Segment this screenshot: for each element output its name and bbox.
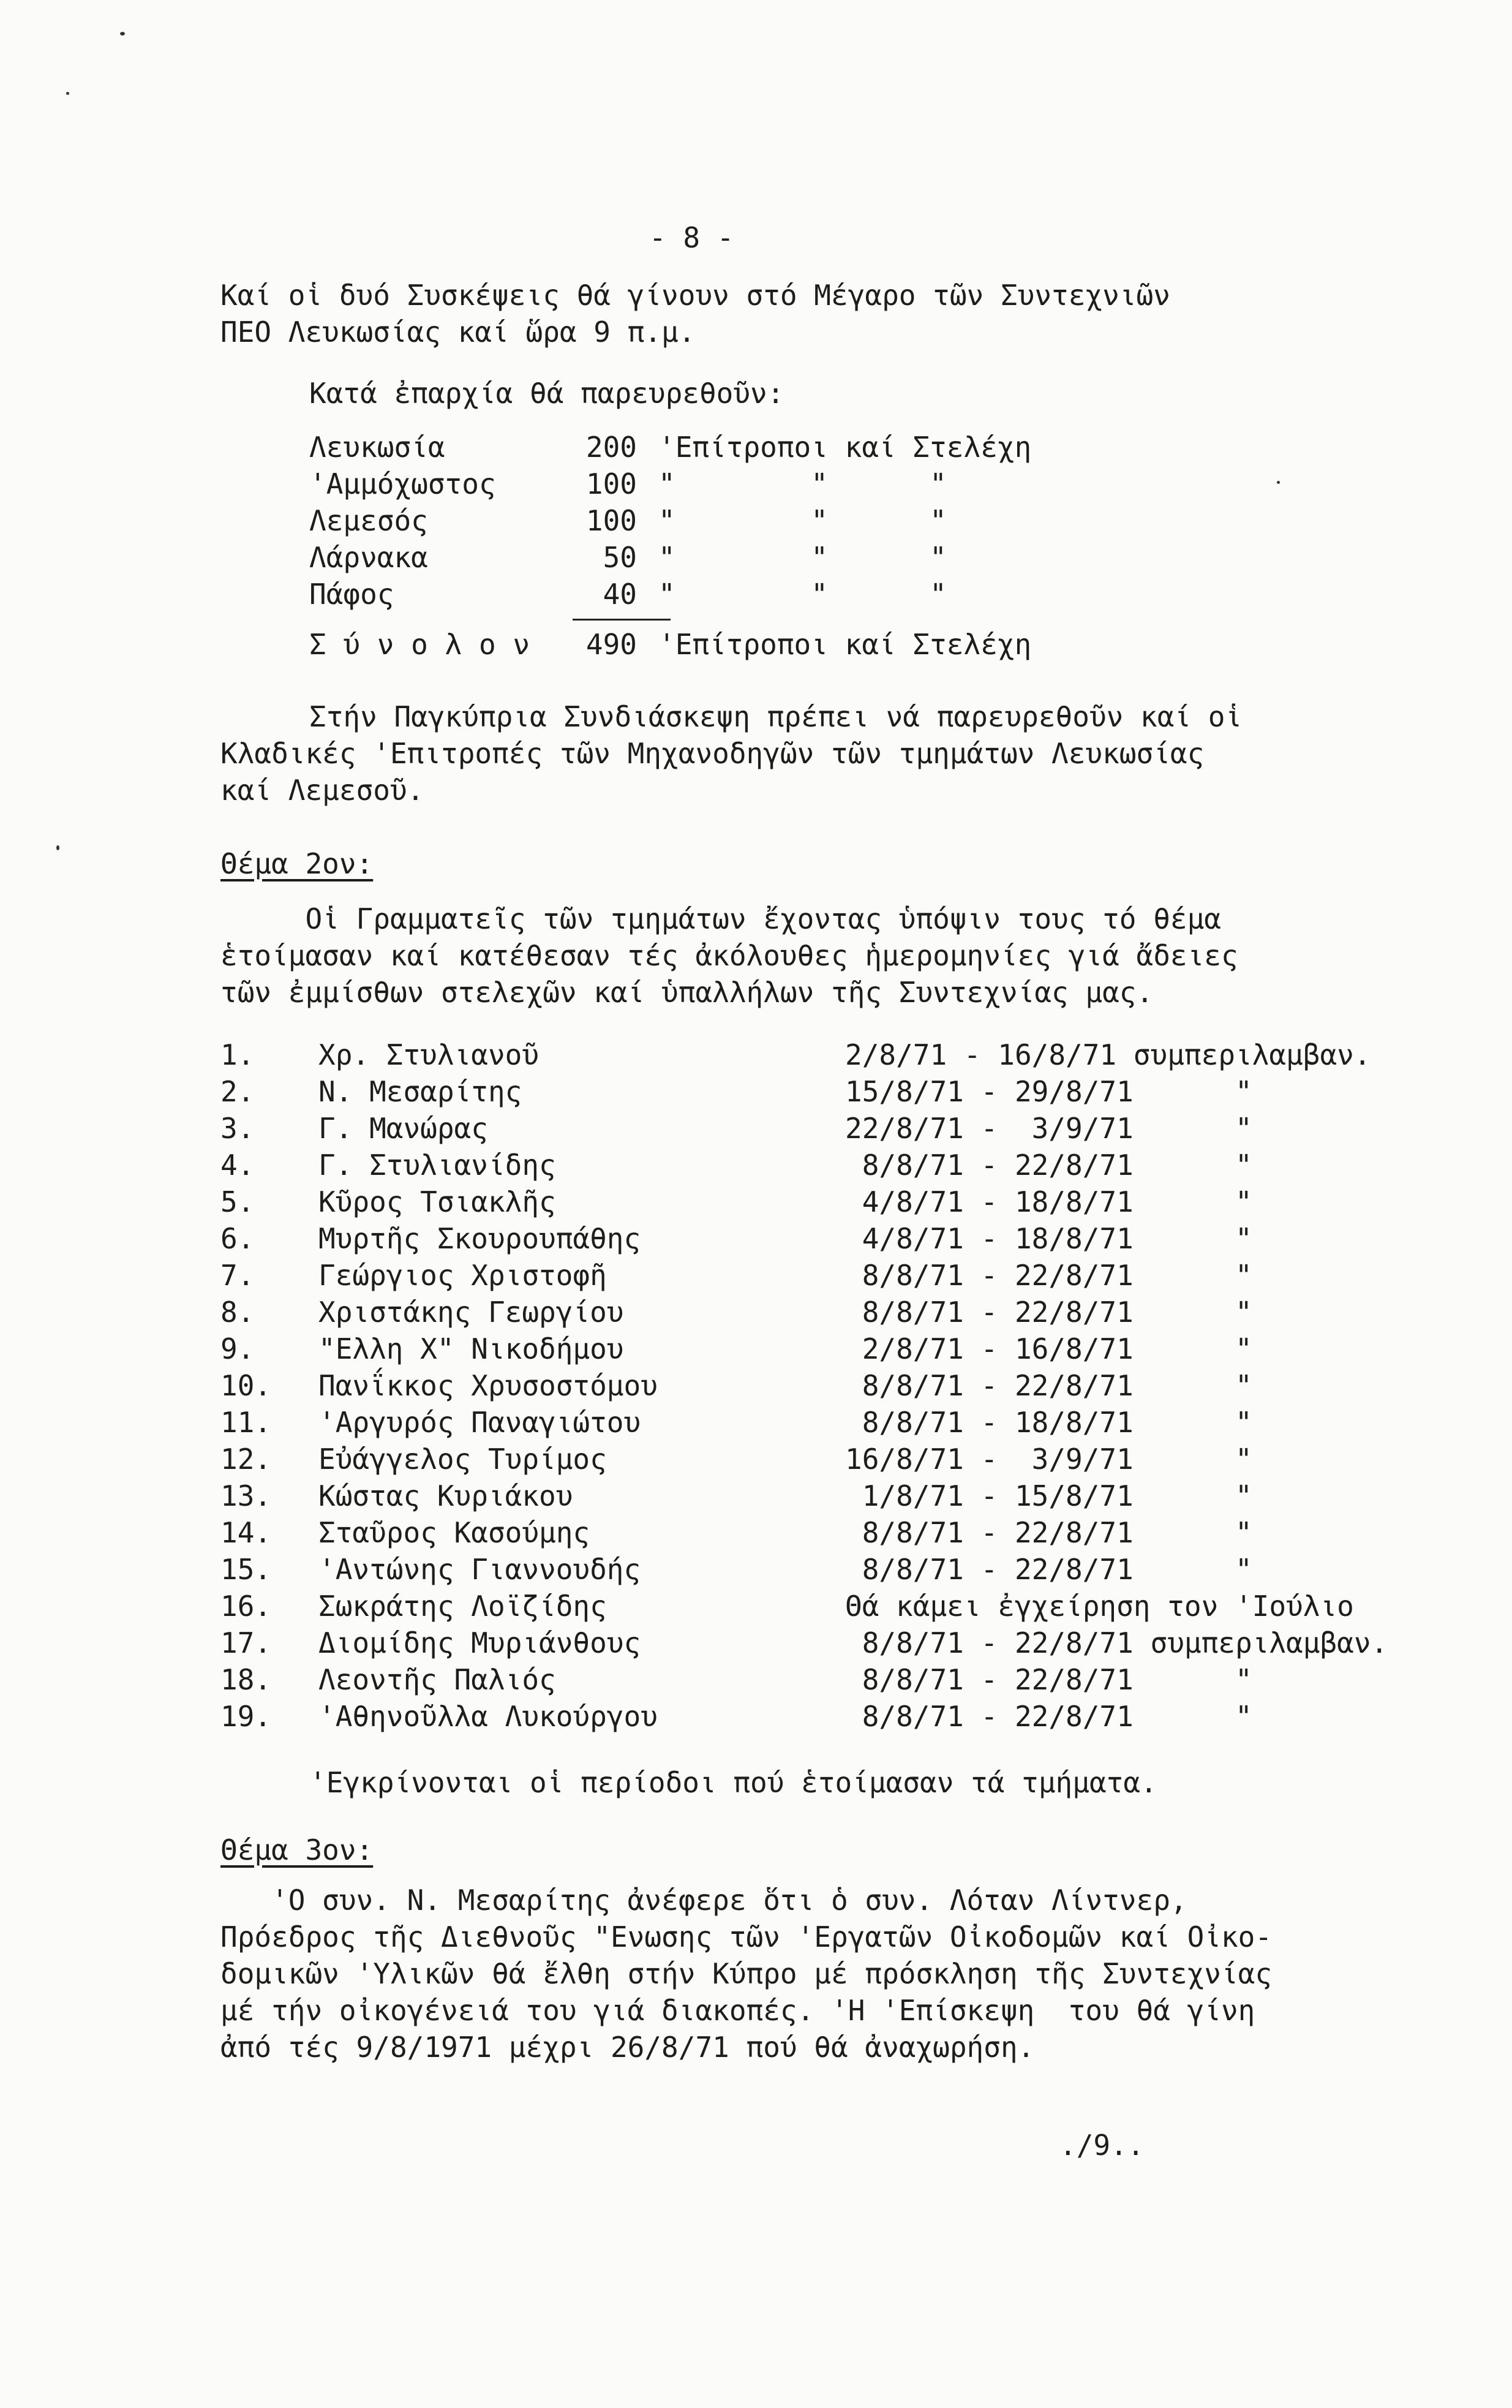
district-count: 50: [603, 541, 637, 574]
theme2-intro-line: τῶν ἐμμίσθων στελεχῶν καί ὑπαλλήλων τῆς Συντεχνίας μας.: [220, 976, 1154, 1009]
district-name: Λευκωσία: [309, 431, 445, 464]
leave-dates: 22/8/71 - 3/9/71 ": [845, 1112, 1252, 1145]
district-name: 'Αμμόχωστος: [309, 467, 496, 500]
district-role: " " ": [658, 504, 947, 537]
leave-dates: 8/8/71 - 22/8/71 ": [845, 1700, 1252, 1733]
theme3-line: 'Ο συν. Ν. Μεσαρίτης ἀνέφερε ὅτι ὁ συν. Λόταν Λίντνερ,: [220, 1884, 1187, 1917]
total-label: Σ ύ ν ο λ ο ν: [309, 628, 530, 661]
leave-dates: 8/8/71 - 22/8/71 ": [845, 1516, 1252, 1549]
leave-number: 19.: [220, 1700, 272, 1733]
leave-number: 12.: [220, 1443, 272, 1476]
leave-dates: 8/8/71 - 22/8/71 ": [845, 1553, 1252, 1586]
continuation-mark: ./9..: [1059, 2129, 1145, 2162]
leave-name: Λεοντῆς Παλιός: [318, 1663, 556, 1696]
scan-speck: [66, 92, 69, 95]
theme3-line: ἀπό τές 9/8/1971 μέχρι 26/8/71 πού θά ἀναχωρήση.: [220, 2031, 1035, 2064]
scan-speck: [120, 32, 125, 36]
leave-dates: 15/8/71 - 29/8/71 ": [845, 1075, 1252, 1108]
district-name: Λεμεσός: [309, 504, 428, 537]
district-role: " " ": [658, 467, 947, 500]
district-count: 100: [585, 467, 637, 500]
leave-dates: Θά κάμει ἐγχείρηση τον 'Ιούλιο: [845, 1590, 1354, 1623]
leave-dates: 8/8/71 - 22/8/71 ": [845, 1663, 1252, 1696]
theme2-intro-line: Οἱ Γραμματεῖς τῶν τμημάτων ἔχοντας ὑπόψιν τους τό θέμα: [220, 902, 1221, 935]
scan-speck: [1277, 481, 1280, 484]
intro-line: ΠΕΟ Λευκωσίας καί ὥρα 9 π.μ.: [220, 315, 696, 349]
leave-name: Κῦρος Τσιακλῆς: [318, 1185, 556, 1218]
leave-name: Σταῦρος Κασούμης: [318, 1516, 590, 1549]
leave-number: 5.: [220, 1185, 255, 1218]
leave-number: 8.: [220, 1296, 255, 1329]
district-name: Λάρνακα: [309, 541, 428, 574]
leave-dates: 2/8/71 - 16/8/71 συμπεριλαμβαν.: [845, 1038, 1371, 1071]
leave-name: Κώστας Κυριάκου: [318, 1479, 573, 1512]
leave-dates: 4/8/71 - 18/8/71 ": [845, 1222, 1252, 1255]
leave-number: 2.: [220, 1075, 255, 1108]
total-count: 490: [585, 628, 637, 661]
page-number: - 8 -: [649, 221, 734, 254]
leave-name: Εὐάγγελος Τυρίμος: [318, 1443, 607, 1476]
leave-dates: 1/8/71 - 15/8/71 ": [845, 1479, 1252, 1512]
theme3-heading: Θέμα 3ον:: [220, 1833, 374, 1866]
leave-number: 4.: [220, 1149, 255, 1182]
district-role: " " ": [658, 578, 947, 611]
leave-number: 3.: [220, 1112, 255, 1145]
leave-number: 10.: [220, 1369, 272, 1402]
leave-name: Μυρτῆς Σκουρουπάθης: [318, 1222, 641, 1255]
paragraph-line: καί Λεμεσοῦ.: [220, 774, 424, 807]
district-count: 40: [603, 578, 637, 611]
leave-name: Διομίδης Μυριάνθους: [318, 1626, 641, 1659]
leave-name: Σωκράτης Λοϊζίδης: [318, 1590, 607, 1623]
intro-line: Καί οἱ δυό Συσκέψεις θά γίνουν στό Μέγαρο τῶν Συντεχνιῶν: [220, 279, 1170, 312]
paragraph-line: Στήν Παγκύπρια Συνδιάσκεψη πρέπει νά παρευρεθοῦν καί οἱ: [309, 700, 1243, 733]
leave-number: 1.: [220, 1038, 255, 1071]
leave-number: 16.: [220, 1590, 272, 1623]
leave-number: 17.: [220, 1626, 272, 1659]
leave-name: Γ. Μανώρας: [318, 1112, 488, 1145]
leave-number: 18.: [220, 1663, 272, 1696]
leave-name: Χρ. Στυλιανοῦ: [318, 1038, 540, 1071]
leave-number: 15.: [220, 1553, 272, 1586]
leave-name: Χριστάκης Γεωργίου: [318, 1296, 624, 1329]
leave-number: 7.: [220, 1259, 255, 1292]
leave-dates: 8/8/71 - 22/8/71 συμπεριλαμβαν.: [845, 1626, 1388, 1659]
approval-line: 'Εγκρίνονται οἱ περίοδοι πού ἑτοίμασαν τά τμήματα.: [309, 1766, 1157, 1799]
leave-dates: 8/8/71 - 22/8/71 ": [845, 1369, 1252, 1402]
leave-number: 14.: [220, 1516, 272, 1549]
leave-dates: 8/8/71 - 22/8/71 ": [845, 1259, 1252, 1292]
leave-name: Γεώργιος Χριστοφῆ: [318, 1259, 607, 1292]
leave-name: 'Αργυρός Παναγιώτου: [318, 1406, 641, 1439]
district-role: " " ": [658, 541, 947, 574]
district-role: 'Επίτροποι καί Στελέχη: [658, 431, 1032, 464]
scan-speck: [56, 845, 59, 850]
district-count: 200: [585, 431, 637, 464]
theme2-intro-line: ἑτοίμασαν καί κατέθεσαν τές ἀκόλουθες ἡμερομηνίες γιά ἄδειες: [220, 939, 1238, 972]
district-count: 100: [585, 504, 637, 537]
district-intro: Κατά ἐπαρχία θά παρευρεθοῦν:: [309, 377, 784, 410]
total-underline: [573, 619, 671, 621]
leave-number: 6.: [220, 1222, 255, 1255]
leave-name: "Ελλη Χ" Νικοδήμου: [318, 1332, 624, 1365]
theme3-line: δομικῶν 'Υλικῶν θά ἔλθη στήν Κύπρο μέ πρόσκληση τῆς Συντεχνίας: [220, 1957, 1273, 1990]
leave-name: 'Αθηνοῦλλα Λυκούργου: [318, 1700, 658, 1733]
leave-name: Πανΐκκος Χρυσοστόμου: [318, 1369, 658, 1402]
leave-dates: 8/8/71 - 22/8/71 ": [845, 1149, 1252, 1182]
district-name: Πάφος: [309, 578, 394, 611]
leave-number: 13.: [220, 1479, 272, 1512]
theme3-line: Πρόεδρος τῆς Διεθνοῦς "Ενωσης τῶν 'Εργατῶν Οἰκοδομῶν καί Οἰκο-: [220, 1920, 1273, 1953]
leave-dates: 16/8/71 - 3/9/71 ": [845, 1443, 1252, 1476]
leave-name: Ν. Μεσαρίτης: [318, 1075, 522, 1108]
theme3-line: μέ τήν οἰκογένειά του γιά διακοπές. 'Η 'Επίσκεψη του θά γίνη: [220, 1994, 1255, 2027]
leave-number: 11.: [220, 1406, 272, 1439]
leave-name: 'Αντώνης Γιαννουδής: [318, 1553, 641, 1586]
leave-name: Γ. Στυλιανίδης: [318, 1149, 556, 1182]
leave-dates: 8/8/71 - 18/8/71 ": [845, 1406, 1252, 1439]
leave-dates: 8/8/71 - 22/8/71 ": [845, 1296, 1252, 1329]
theme2-heading: Θέμα 2ον:: [220, 847, 374, 880]
leave-number: 9.: [220, 1332, 255, 1365]
leave-dates: 2/8/71 - 16/8/71 ": [845, 1332, 1252, 1365]
total-role: 'Επίτροποι καί Στελέχη: [658, 628, 1032, 661]
leave-dates: 4/8/71 - 18/8/71 ": [845, 1185, 1252, 1218]
paragraph-line: Κλαδικές 'Επιτροπές τῶν Μηχανοδηγῶν τῶν τμημάτων Λευκωσίας: [220, 737, 1205, 770]
